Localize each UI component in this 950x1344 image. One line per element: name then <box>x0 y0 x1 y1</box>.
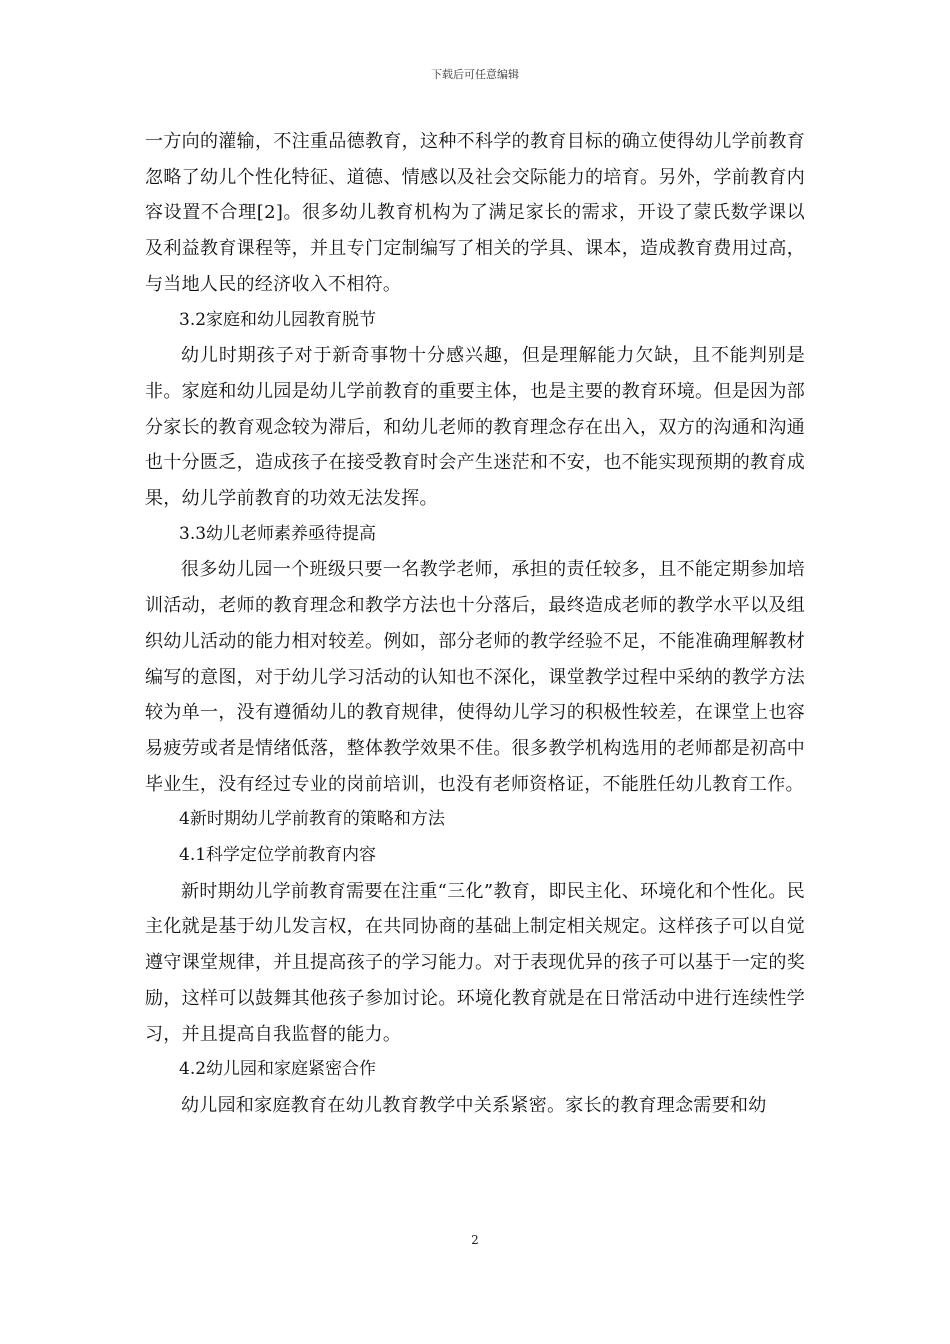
section-heading-3-2: 3.2家庭和幼儿园教育脱节 <box>179 309 377 330</box>
paragraph: 很多幼儿园一个班级只要一名教学老师，承担的责任较多，且不能定期参加培训活动，老师的教育理念和教学方法也十分落后，最终造成老师的教学水平以及组织幼儿活动的能力相对较差。例如，部分老师的教学经验不足，不能准确理解教材编写的意图，对于幼儿学习活动的认知也不深化，课堂教学过程中采纳的教学方法较为单一，没有遵循幼儿的教育规律，使得幼儿学习的积极性较差，在课堂上也容易疲劳或者是情绪低落，整体教学效果不佳。很多教学机构选用的老师都是初高中毕业生，没有经过专业的岗前培训，也没有老师资格证，不能胜任幼儿教育工作。 <box>145 559 805 795</box>
paragraph: 新时期幼儿学前教育需要在注重“三化”教育，即民主化、环境化和个性化。民主化就是基于幼儿发言权，在共同协商的基础上制定相关规定。这样孩子可以自觉遵守课堂规律，并且提高孩子的学习能力。对于表现优异的孩子可以基于一定的奖励，这样可以鼓舞其他孩子参加讨论。环境化教育就是在日常活动中进行连续性学习，并且提高自我监督的能力。 <box>145 880 805 1045</box>
section-heading-4-2: 4.2幼儿园和家庭紧密合作 <box>179 1059 377 1080</box>
paragraph: 幼儿时期孩子对于新奇事物十分感兴趣，但是理解能力欠缺，且不能判别是非。家庭和幼儿园是幼儿学前教育的重要主体，也是主要的教育环境。但是因为部分家长的教育观念较为滞后，和幼儿老师的教育理念存在出入，双方的沟通和沟通也十分匮乏，造成孩子在接受教育时会产生迷茫和不安，也不能实现预期的教育成果，幼儿学前教育的功效无法发挥。 <box>145 345 805 510</box>
page-header: 下载后可任意编辑 <box>431 68 519 81</box>
section-heading-4: 4新时期幼儿学前教育的策略和方法 <box>179 809 445 830</box>
document-body <box>145 124 805 1124</box>
page-number: 2 <box>471 1233 479 1247</box>
section-heading-4-1: 4.1科学定位学前教育内容 <box>179 845 377 866</box>
paragraph: 幼儿园和家庭教育在幼儿教育教学中关系紧密。家长的教育理念需要和幼 <box>181 1094 767 1116</box>
paragraph-continued: 一方向的灌输，不注重品德教育，这种不科学的教育目标的确立使得幼儿学前教育忽略了幼儿个性化特征、道德、情感以及社会交际能力的培育。另外，学前教育内容设置不合理[2]。很多幼儿教育机构为了满足家长的需求，开设了蒙氏数学课以及利益教育课程等，并且专门定制编写了相关的学具、课本，造成教育费用过高，与当地人民的经济收入不相符。 <box>145 131 805 295</box>
section-heading-3-3: 3.3幼儿老师素养亟待提高 <box>179 523 377 544</box>
